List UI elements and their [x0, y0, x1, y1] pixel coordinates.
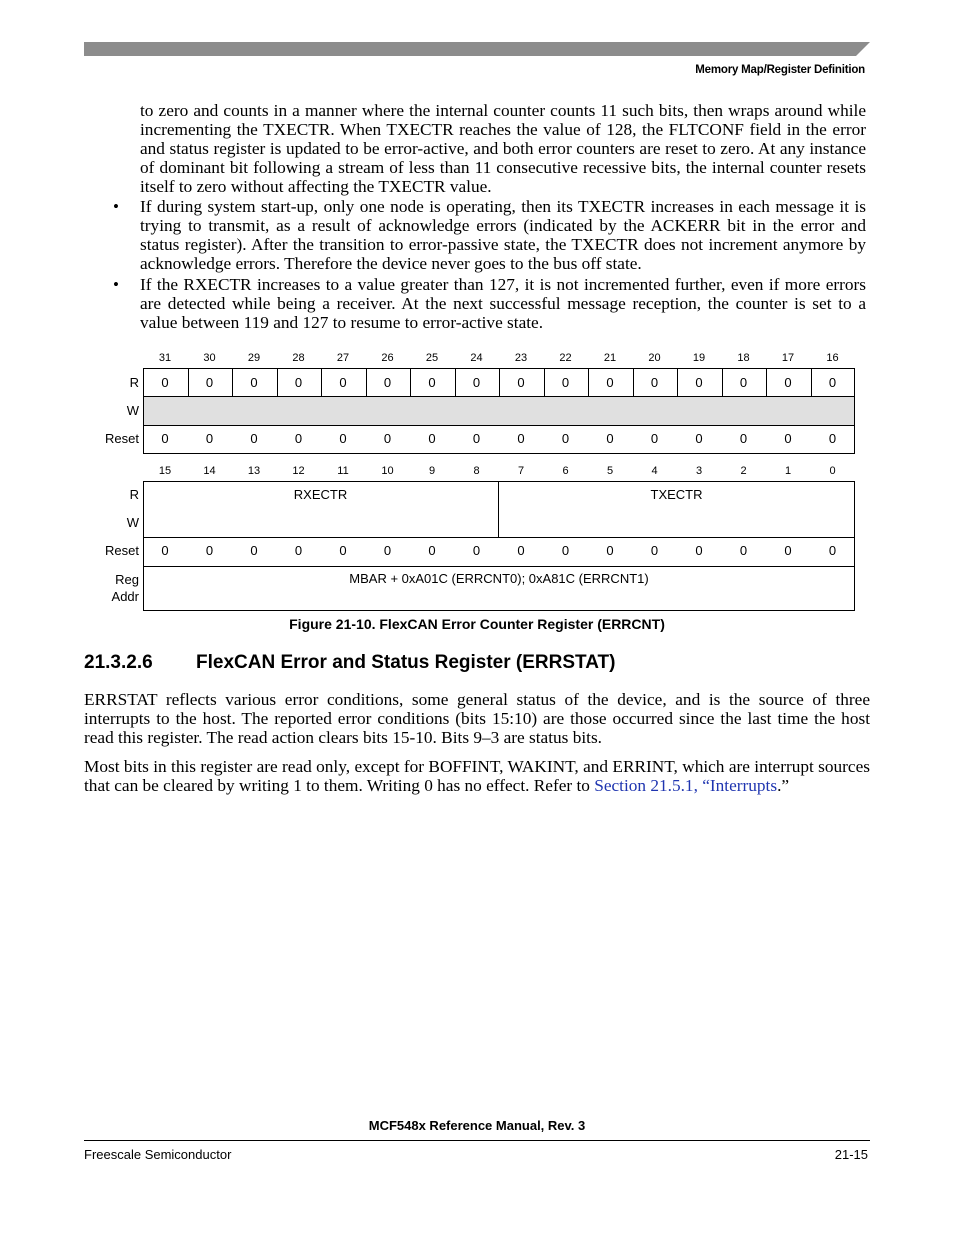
reset-value-cell: 0	[428, 543, 436, 558]
reset-value-cell: 0	[428, 431, 436, 446]
read-value-cell: 0	[294, 375, 303, 390]
read-value-cell: 0	[650, 375, 659, 390]
bit-number: 1	[784, 465, 792, 477]
read-value-cell: 0	[739, 375, 748, 390]
bullet-item: If during system start-up, only one node is operating, then its TXECTR increases in each message it is trying to transmit, as a result of acknowledge errors (indicated by the ACKERR bit in the error and status register). After the transition to error-passive state, the TXECTR does not increment anymore by acknowledge errors. Therefore the device never goes to the bus off state.	[140, 197, 866, 273]
label-addr: Addr	[111, 589, 139, 604]
cell-divider	[588, 368, 589, 397]
footer-page-number: 21-15	[834, 1147, 868, 1162]
bit-number: 28	[292, 352, 305, 364]
cell-divider	[811, 368, 812, 397]
bit-number: 27	[336, 352, 350, 364]
bit-number: 4	[651, 465, 658, 477]
paragraph-end: .”	[777, 776, 790, 795]
read-value-cell: 0	[472, 375, 481, 390]
reset-value-cell: 0	[606, 431, 614, 446]
reset-value-cell: 0	[650, 431, 659, 446]
reset-value-cell: 0	[739, 431, 748, 446]
reset-value-cell: 0	[695, 431, 703, 446]
section-number: 21.3.2.6	[84, 652, 153, 673]
register-address: MBAR + 0xA01C (ERRCNT0); 0xA81C (ERRCNT1)	[349, 571, 649, 586]
bit-number: 22	[559, 352, 572, 364]
bit-number: 18	[737, 352, 750, 364]
reset-value-cell: 0	[161, 543, 169, 558]
running-header: Memory Map/Register Definition	[695, 64, 865, 76]
bit-number: 23	[514, 352, 528, 364]
label-reset: Reset	[105, 543, 139, 558]
label-read: R	[129, 375, 139, 390]
reset-value-cell: 0	[784, 543, 792, 558]
read-value-cell: 0	[828, 375, 837, 390]
bit-number: 15	[158, 465, 172, 477]
reset-value-cell: 0	[695, 543, 703, 558]
reset-value-cell: 0	[828, 431, 837, 446]
bit-number: 13	[247, 465, 261, 477]
field-rxectr: RXECTR	[293, 487, 348, 502]
reset-value-cell: 0	[161, 431, 169, 446]
errstat-clear-description	[84, 757, 870, 795]
cell-divider	[366, 368, 367, 397]
section-heading	[84, 652, 615, 674]
reset-value-cell: 0	[784, 431, 792, 446]
bullet-marker: •	[113, 275, 119, 294]
bit-number: 30	[203, 352, 216, 364]
read-value-cell: 0	[517, 375, 525, 390]
footer-manual-title: MCF548x Reference Manual, Rev. 3	[368, 1118, 586, 1133]
figure-caption: Figure 21-10. FlexCAN Error Counter Register (ERRCNT)	[289, 616, 665, 632]
reset-value-cell: 0	[828, 543, 837, 558]
bullet-marker: •	[113, 197, 119, 216]
cell-divider	[544, 368, 545, 397]
reset-value-cell: 0	[561, 431, 570, 446]
read-value-cell: 0	[250, 375, 258, 390]
reset-value-cell: 0	[250, 543, 258, 558]
cell-divider	[633, 368, 634, 397]
bit-number: 29	[247, 352, 261, 364]
bit-number: 3	[695, 465, 703, 477]
bit-number: 25	[425, 352, 439, 364]
read-value-cell: 0	[606, 375, 614, 390]
reset-value-cell: 0	[339, 543, 347, 558]
read-value-cell: 0	[695, 375, 703, 390]
bit-number: 0	[829, 465, 836, 477]
cell-divider	[232, 368, 233, 397]
reset-value-cell: 0	[739, 543, 748, 558]
reset-value-cell: 0	[383, 431, 392, 446]
interrupts-section-link[interactable]: Section 21.5.1, “Interrupts	[594, 776, 778, 795]
bit-number: 21	[603, 352, 617, 364]
read-value-cell: 0	[339, 375, 347, 390]
errstat-description: ERRSTAT reflects various error conditions, some general status of the device, and is the source of three interrupts to the host. The reported error conditions (bits 15:10) are those occurred since the last time the host read this register. The read action clears bits 15-10. Bits 9–3 are status bits.	[84, 690, 870, 747]
bit-number: 19	[692, 352, 706, 364]
read-value-cell: 0	[561, 375, 570, 390]
bit-number: 20	[648, 352, 661, 364]
field-txectr: TXECTR	[650, 487, 703, 502]
bullet-item: If the RXECTR increases to a value greater than 127, it is not incremented further, even if more errors are detected while being a receiver. At the next successful message reception, the counter is set to a value between 119 and 127 to resume to error-active state.	[140, 275, 866, 332]
reset-value-cell: 0	[294, 543, 303, 558]
reset-value-cell: 0	[339, 431, 347, 446]
section-title: FlexCAN Error and Status Register (ERRSTAT)	[196, 652, 616, 673]
bit-number: 6	[562, 465, 569, 477]
cell-divider	[410, 368, 411, 397]
bit-number: 24	[470, 352, 483, 364]
paragraph-text: Most bits in this register are read only, except for BOFFINT, WAKINT, and ERRINT, which are interrupt sources that can be cleared by writing 1 to them. Writing 0 has no effect. Refer to	[84, 757, 870, 795]
bit-number: 9	[428, 465, 436, 477]
bit-number: 31	[158, 352, 172, 364]
cell-divider	[677, 368, 678, 397]
reset-value-cell: 0	[561, 543, 570, 558]
reset-value-cell: 0	[294, 431, 303, 446]
bit-number: 10	[381, 465, 394, 477]
reset-value-cell: 0	[205, 543, 214, 558]
continuation-paragraph: to zero and counts in a manner where the internal counter counts 11 such bits, then wraps around while incrementing the TXECTR. When TXECTR reaches the value of 128, the FLTCONF field in the error and status register is updated to be error-active, and both error counters are reset to zero. At any instance of dominant bit following a stream of less than 11 consecutive recessive bits, the internal counter resets itself to zero without affecting the TXECTR value.	[140, 101, 866, 196]
bit-number: 26	[381, 352, 394, 364]
bit-number: 5	[606, 465, 614, 477]
cell-divider	[188, 368, 189, 397]
reset-value-cell: 0	[606, 543, 614, 558]
reset-value-cell: 0	[205, 431, 214, 446]
bit-number: 7	[517, 465, 525, 477]
reset-value-cell: 0	[250, 431, 258, 446]
label-reg: Reg	[115, 572, 139, 587]
cell-divider	[499, 368, 500, 397]
cell-divider	[766, 368, 767, 397]
label-read: R	[129, 487, 139, 502]
reset-value-cell: 0	[472, 431, 481, 446]
read-value-cell: 0	[161, 375, 169, 390]
header-bar	[84, 42, 870, 56]
read-value-cell: 0	[205, 375, 214, 390]
read-value-cell: 0	[428, 375, 436, 390]
bit-number: 11	[337, 465, 349, 477]
label-write: W	[126, 403, 139, 418]
bit-number: 17	[781, 352, 795, 364]
footer-rule	[84, 1140, 870, 1141]
reset-value-cell: 0	[517, 431, 525, 446]
read-value-cell: 0	[784, 375, 792, 390]
cell-divider	[455, 368, 456, 397]
reset-value-cell: 0	[472, 543, 481, 558]
upper-write-row	[143, 396, 855, 426]
reset-value-cell: 0	[650, 543, 659, 558]
cell-divider	[277, 368, 278, 397]
reset-value-cell: 0	[517, 543, 525, 558]
bit-number: 2	[740, 465, 747, 477]
cell-divider	[722, 368, 723, 397]
label-write: W	[126, 515, 139, 530]
read-value-cell: 0	[383, 375, 392, 390]
bit-number: 16	[826, 352, 839, 364]
footer-company: Freescale Semiconductor	[84, 1147, 232, 1162]
cell-divider	[321, 368, 322, 397]
bit-number: 12	[292, 465, 305, 477]
label-reset: Reset	[105, 431, 139, 446]
bit-number: 14	[203, 465, 216, 477]
reset-value-cell: 0	[383, 543, 392, 558]
bit-number: 8	[473, 465, 480, 477]
